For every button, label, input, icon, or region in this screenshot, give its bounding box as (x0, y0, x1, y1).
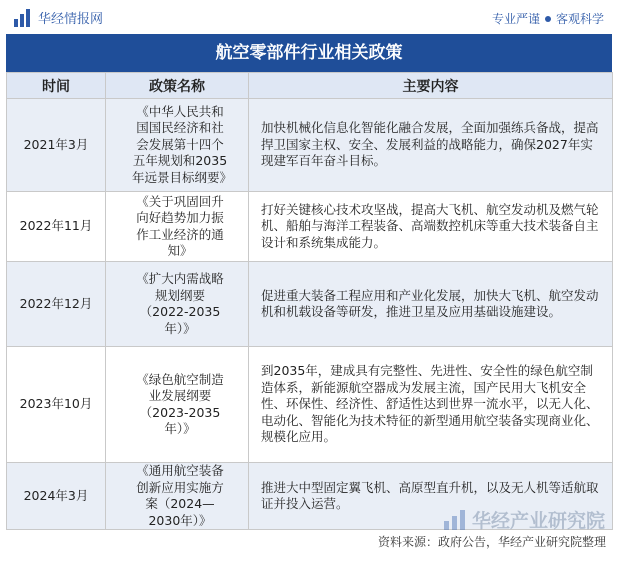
row-policy-name: 《绿色航空制造业发展纲要（2023-2035年）》 (106, 347, 249, 463)
row-time: 2024年3月 (7, 463, 106, 530)
source-note: 资料来源：政府公告，华经产业研究院整理 (377, 535, 606, 549)
brand (14, 8, 103, 27)
row-policy-name: 《中华人民共和国国民经济和社会发展第十四个五年规划和2035年远景目标纲要》 (106, 99, 249, 192)
row-content: 到2035年，建成具有完整性、先进性、安全性的绿色航空制造体系，新能源航空器成为发展主流，国产民用大飞机安全性、环保性、经济性、舒适性达到世界一流水平，以无人化、电动化、智能化为技术特征的新型通用航空装备实现商业化、规模化应用。 (249, 347, 613, 463)
slogan (492, 10, 604, 27)
table-row (7, 192, 613, 262)
column-header-policy-name: 政策名称 (106, 73, 249, 99)
brand-name: 华经情报网 (38, 12, 104, 27)
row-time: 2022年11月 (7, 192, 106, 262)
column-header-content: 主要内容 (249, 73, 613, 99)
slogan-right: 客观科学 (555, 12, 604, 26)
row-policy-name: 《通用航空装备创新应用实施方案（2024—2030年）》 (106, 463, 249, 530)
row-content: 加快机械化信息化智能化融合发展，全面加强练兵备战，提高捍卫国家主权、安全、发展利益的战略能力，确保2027年实现建军百年奋斗目标。 (249, 99, 613, 192)
row-content: 促进重大装备工程应用和产业化发展，加快大飞机、航空发动机和机载设备等研发，推进卫星及应用基础设施建设。 (249, 262, 613, 347)
column-header-time: 时间 (7, 73, 106, 99)
policy-table (6, 72, 613, 530)
watermark-text: 华经产业研究院 (472, 510, 606, 532)
row-content: 推进大中型固定翼飞机、高原型直升机，以及无人机等适航取证并投入运营。 (249, 463, 613, 530)
slogan-left: 专业严谨 (491, 12, 540, 26)
table-row (7, 347, 613, 463)
table-header-row (7, 73, 613, 99)
table-row (7, 262, 613, 347)
row-time: 2023年10月 (7, 347, 106, 463)
row-policy-name: 《关于巩固回升向好趋势加力振作工业经济的通知》 (106, 192, 249, 262)
watermark-logo-icon (444, 510, 466, 530)
row-time: 2021年3月 (7, 99, 106, 192)
row-content: 打好关键核心技术攻坚战，提高大飞机、航空发动机及燃气轮机、船舶与海洋工程装备、高端数控机床等重大技术装备自主设计和系统集成能力。 (249, 192, 613, 262)
bullet-dot-icon (545, 16, 551, 22)
table-row (7, 99, 613, 192)
header-bar (0, 0, 618, 34)
table-title: 航空零部件行业相关政策 (6, 34, 612, 72)
row-time: 2022年12月 (7, 262, 106, 347)
row-policy-name: 《扩大内需战略规划纲要（2022-2035年）》 (106, 262, 249, 347)
bar-chart-logo-icon (14, 9, 32, 27)
watermark (444, 506, 605, 533)
